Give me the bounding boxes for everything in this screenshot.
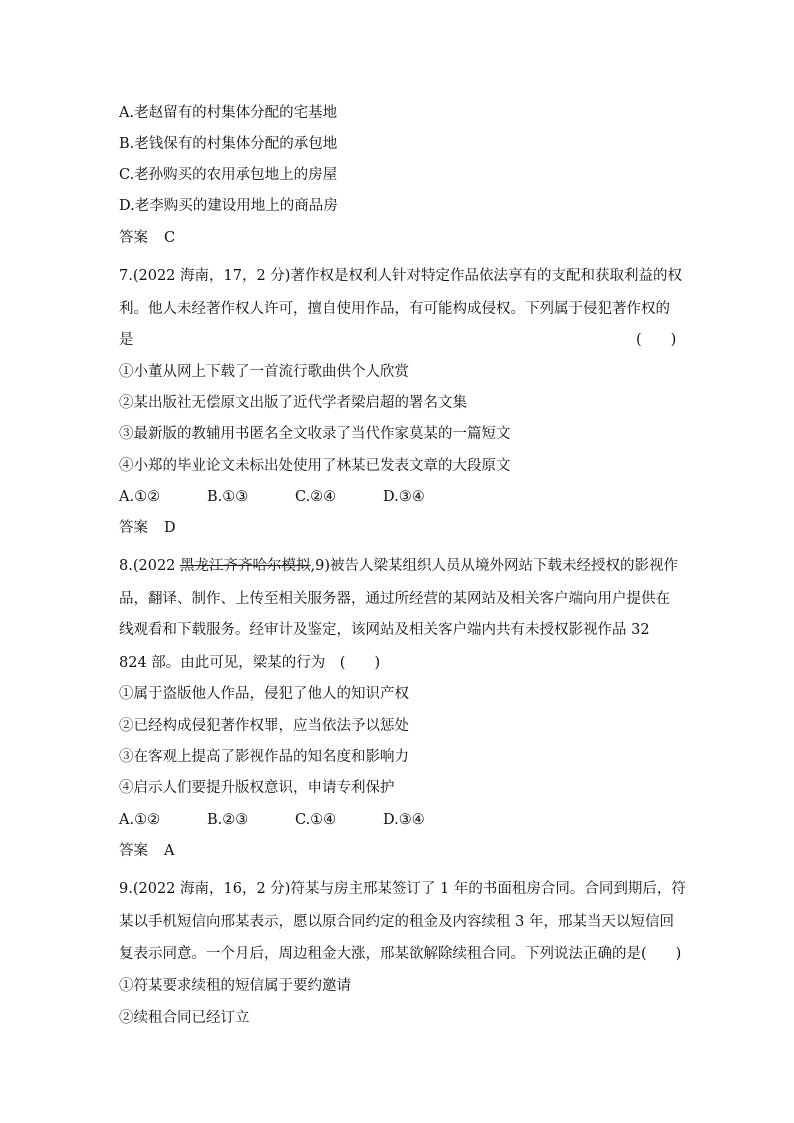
q7-statement-2: ②某出版社无偿原文出版了近代学者梁启超的署名文集 [119,395,467,411]
answer-label: 答案 [119,230,148,246]
q6-answer [119,228,175,248]
q9-statement-2: ②续租合同已经订立 [119,1010,250,1026]
q8-stem-line-4: 824 部。由此可见，梁某的行为 ( ) [119,655,381,671]
choice-a: A.①② [119,489,161,505]
choice-b: B.①③ [207,489,249,505]
q9-stem-line-2: 某以手机短信向邢某表示，愿以原合同约定的租金及内容续租 3 年，邢某当天以短信回 [119,914,674,930]
answer-value: A [164,843,175,859]
q7-statement-1: ①小董从网上下载了一首流行歌曲供个人欣赏 [119,364,409,380]
q7-stem-line-1: 7.(2022 海南，17，2 分)著作权是权利人针对特定作品依法享有的支配和获取利益的权 [119,268,682,284]
q8-source-region: 黑龙江齐齐哈尔模拟 [180,558,311,574]
q9-stem-line-3: 复表示同意。一个月后，周边租金大涨，邢某欲解除续租合同。下列说法正确的是( ) [119,946,682,962]
q8-choices [119,810,471,830]
q7-answer-blank: ( ) [636,332,677,348]
q7-stem-line-3: 是 [119,332,134,348]
q8-stem-line-1 [119,556,678,576]
choice-c: C.②④ [295,489,337,505]
answer-value: C [164,230,176,246]
answer-label: 答案 [119,520,148,536]
q8-statement-3: ③在客观上提高了影视作品的知名度和影响力 [119,749,409,765]
answer-value: D [164,520,176,536]
q7-stem-line-2: 利。他人未经著作权人许可，擅自使用作品，有可能构成侵权。下列属于侵犯著作权的 [119,301,670,317]
choice-d: D.③④ [383,489,425,505]
q6-option-a: A.老赵留有的村集体分配的宅基地 [119,105,338,121]
q8-stem-line-3: 线观看和下载服务。经审计及鉴定，该网站及相关客户端内共有未授权影视作品 32 [119,622,650,638]
q7-statement-4: ④小郑的毕业论文未标出处使用了林某已发表文章的大段原文 [119,458,511,474]
choice-c: C.①④ [295,812,337,828]
choice-b: B.②③ [207,812,249,828]
q8-answer [119,841,174,861]
q9-statement-1: ①符某要求续租的短信属于要约邀请 [119,978,351,994]
q8-line1-rest: ,9)被告人梁某组织人员从境外网站下载未经授权的影视作 [310,558,679,574]
q6-option-c: C.老孙购买的农用承包地上的房屋 [119,167,338,183]
q7-answer [119,518,176,538]
q9-stem-line-1: 9.(2022 海南，16，2 分)符某与房主邢某签订了 1 年的书面租房合同。合同到期后，符 [119,881,686,897]
q8-prefix: 8.(2022 [119,558,181,574]
q6-option-d: D.老李购买的建设用地上的商品房 [119,198,338,214]
choice-d: D.③④ [383,812,425,828]
choice-a: A.①② [119,812,161,828]
q8-statement-4: ④启示人们要提升版权意识，申请专利保护 [119,780,395,796]
q8-stem-line-2: 品，翻译、制作、上传至相关服务器，通过所经营的某网站及相关客户端向用户提供在 [119,591,670,607]
q7-statement-3: ③最新版的教辅用书匿名全文收录了当代作家莫某的一篇短文 [119,426,511,442]
q6-option-b: B.老钱保有的村集体分配的承包地 [119,136,338,152]
q8-statement-1: ①属于盗版他人作品，侵犯了他人的知识产权 [119,686,409,702]
answer-label: 答案 [119,843,148,859]
q7-choices [119,487,471,507]
q8-statement-2: ②已经构成侵犯著作权罪，应当依法予以惩处 [119,718,409,734]
